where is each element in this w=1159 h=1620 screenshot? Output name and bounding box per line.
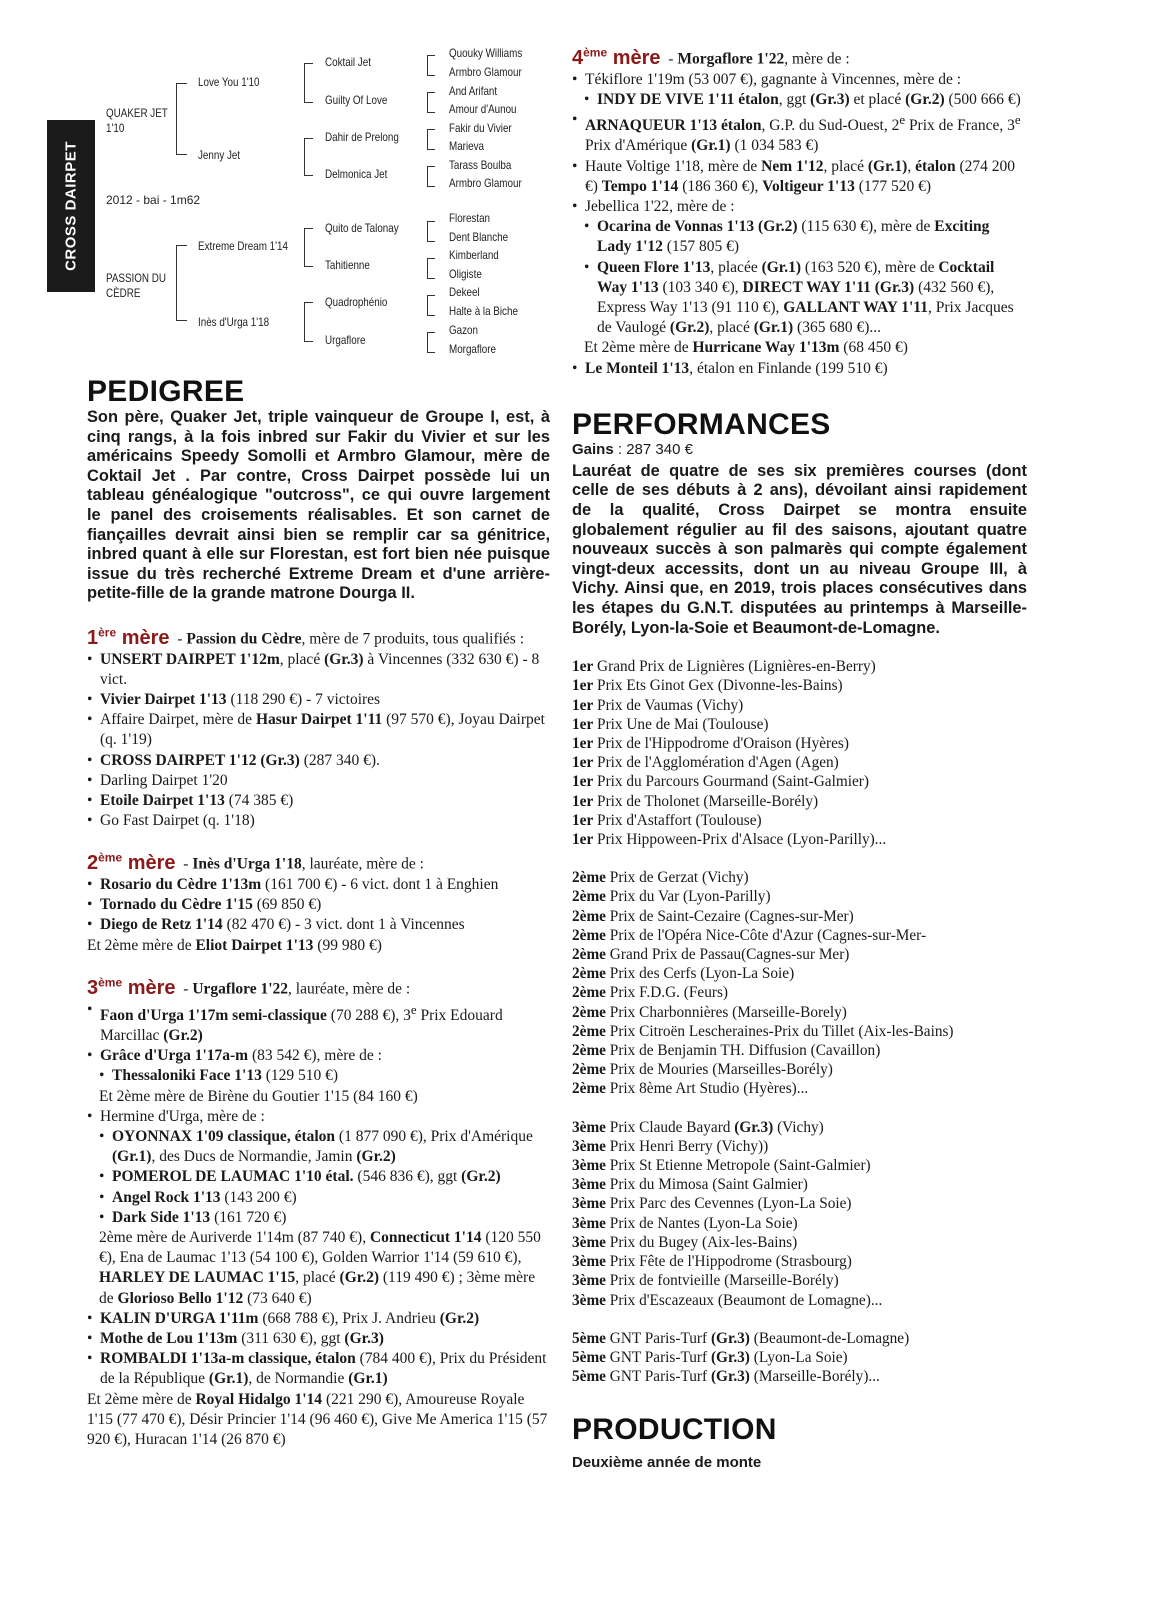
mere4-item: • INDY DE VIVE 1'11 étalon, ggt (Gr.3) et placé (Gr.2) (500 666 €) bbox=[584, 90, 1027, 110]
results-first bbox=[572, 657, 1027, 849]
mere4-item: • Jebellica 1'22, mère de : bbox=[572, 197, 1027, 217]
pedigree-gen4-16: Morgaflore bbox=[449, 342, 497, 356]
pedigree-gen3-2: Guilty Of Love bbox=[325, 93, 388, 107]
mere3-item: • POMEROL DE LAUMAC 1'10 étal. (546 836 €), ggt (Gr.2) bbox=[99, 1167, 550, 1187]
bracket-g3-7 bbox=[427, 295, 435, 316]
result-row: 1er Prix de l'Agglomération d'Agen (Agen) bbox=[572, 754, 839, 772]
bracket-g2-3 bbox=[304, 228, 313, 267]
mere1-list bbox=[87, 650, 550, 832]
mere4-item: • Tékiflore 1'19m (53 007 €), gagnante à Vincennes, mère de : bbox=[572, 70, 1027, 90]
pedigree-gen4-13: Dekeel bbox=[449, 285, 480, 299]
dam-name: PASSION DU bbox=[106, 271, 166, 285]
pedigree-gen2-1: Love You 1'10 bbox=[198, 75, 260, 89]
mere2-label: 2ème mère bbox=[87, 850, 176, 875]
bracket-g3-3 bbox=[427, 129, 435, 150]
mere3-item: • Mothe de Lou 1'13m (311 630 €), ggt (Gr.3) bbox=[87, 1329, 550, 1349]
result-row: 1er Prix d'Astaffort (Toulouse) bbox=[572, 811, 762, 829]
bracket-g3-6 bbox=[427, 258, 435, 279]
result-row: 1er Prix Une de Mai (Toulouse) bbox=[572, 715, 769, 733]
mere3-name: Urgaflore 1'22 bbox=[192, 980, 289, 998]
pedigree-gen4-4: Amour d'Aunou bbox=[449, 102, 517, 116]
mere4-rest: , mère de : bbox=[784, 50, 850, 68]
sire-name: QUAKER JET bbox=[106, 106, 168, 120]
mere3-item: • Grâce d'Urga 1'17a-m (83 542 €), mère de : bbox=[87, 1046, 550, 1066]
mere4-heading: 4ème mère - Morgaflore 1'22, mère de : bbox=[572, 45, 850, 69]
mere4-name: Morgaflore 1'22 bbox=[677, 50, 785, 68]
mere3-item: • Dark Side 1'13 (161 720 €) bbox=[99, 1208, 550, 1228]
mere3-item: • ROMBALDI 1'13a-m classique, étalon (784 400 €), Prix du Président de la République (Gr.1), de Normandie (Gr.1) bbox=[87, 1349, 550, 1389]
pedigree-gen4-3: And Arifant bbox=[449, 84, 498, 98]
result-row: 2ème Prix F.D.G. (Feurs) bbox=[572, 984, 728, 1002]
mere1-item: • Darling Dairpet 1'20 bbox=[87, 771, 550, 791]
result-row: 5ème GNT Paris-Turf (Gr.3) (Beaumont-de-Lomagne) bbox=[572, 1329, 910, 1347]
pedigree-gen4-2: Armbro Glamour bbox=[449, 65, 522, 79]
pedigree-gen4-8: Armbro Glamour bbox=[449, 176, 522, 190]
result-row: 2ème Prix 8ème Art Studio (Hyères)... bbox=[572, 1080, 809, 1098]
result-row: 2ème Prix de l'Opéra Nice-Côte d'Azur (Cagnes-sur-Mer- bbox=[572, 926, 927, 944]
sire-record: 1'10 bbox=[106, 121, 125, 135]
results-fifth bbox=[572, 1329, 1027, 1387]
result-row: 5ème GNT Paris-Turf (Gr.3) (Lyon-La Soie) bbox=[572, 1348, 848, 1366]
mere1-section bbox=[87, 622, 550, 831]
pedigree-gen4-15: Gazon bbox=[449, 323, 478, 337]
result-row: 5ème GNT Paris-Turf (Gr.3) (Marseille-Borély)... bbox=[572, 1368, 880, 1386]
bracket-g2-4 bbox=[304, 302, 313, 342]
result-row: 3ème Prix d'Escazeaux (Beaumont de Lomagne)... bbox=[572, 1291, 883, 1309]
mere1-name: Passion du Cèdre bbox=[186, 630, 302, 648]
pedigree-gen3-1: Coktail Jet bbox=[325, 55, 371, 69]
results-second bbox=[572, 868, 1027, 1098]
bracket-g2-2 bbox=[304, 138, 313, 176]
pedigree-gen3-5: Quito de Talonay bbox=[325, 221, 399, 235]
result-row: 1er Prix Hippoween-Prix d'Alsace (Lyon-Parilly)... bbox=[572, 831, 887, 849]
gains-line bbox=[572, 441, 1027, 458]
result-row: 2ème Prix de Benjamin TH. Diffusion (Cavaillon) bbox=[572, 1042, 881, 1060]
result-row: 3ème Prix du Bugey (Aix-les-Bains) bbox=[572, 1233, 798, 1251]
result-row: 2ème Prix de Gerzat (Vichy) bbox=[572, 869, 749, 887]
horse-name: CROSS DAIRPET bbox=[62, 141, 80, 271]
mere1-heading: 1ère mère - Passion du Cèdre, mère de 7 produits, tous qualifiés : bbox=[87, 624, 525, 649]
left-column bbox=[87, 376, 550, 1450]
mere2-name: Inès d'Urga 1'18 bbox=[192, 856, 302, 874]
bracket-g3-4 bbox=[427, 166, 435, 187]
bracket-g3-8 bbox=[427, 332, 435, 353]
dam-name-line2: CÈDRE bbox=[106, 286, 141, 300]
pedigree-title: PEDIGREE bbox=[87, 375, 245, 408]
mere3-item: Et 2ème mère de Royal Hidalgo 1'14 (221 290 €), Amoureuse Royale 1'15 (77 470 €), Désir Princier 1'14 (96 460 €), Give Me America 1'15 (57 920 €), Huracan 1'14 (26 870 €) bbox=[87, 1390, 548, 1448]
pedigree-chart bbox=[0, 0, 560, 380]
bracket-g2-1 bbox=[304, 63, 313, 103]
mere1-rest: , mère de 7 produits, tous qualifiés : bbox=[301, 630, 525, 648]
pedigree-gen3-8: Urgaflore bbox=[325, 333, 366, 347]
result-row: 3ème Prix Henri Berry (Vichy)) bbox=[572, 1137, 769, 1155]
right-column bbox=[572, 42, 1027, 1471]
result-row: 3ème Prix du Mimosa (Saint Galmier) bbox=[572, 1176, 808, 1194]
mere4-item: • Le Monteil 1'13, étalon en Finlande (199 510 €) bbox=[572, 359, 1027, 379]
mere1-item: • Affaire Dairpet, mère de Hasur Dairpet 1'11 (97 570 €), Joyau Dairpet (q. 1'19) bbox=[87, 710, 550, 750]
mere3-item: • OYONNAX 1'09 classique, étalon (1 877 090 €), Prix d'Amérique (Gr.1), des Ducs de Normandie, Jamin (Gr.2) bbox=[99, 1127, 550, 1167]
result-row: 2ème Prix Charbonnières (Marseille-Borely) bbox=[572, 1003, 847, 1021]
mere4-list bbox=[572, 70, 1027, 379]
mere1-item: • CROSS DAIRPET 1'12 (Gr.3) (287 340 €). bbox=[87, 751, 550, 771]
mere4-item: • Haute Voltige 1'18, mère de Nem 1'12, placé (Gr.1), étalon (274 200 €) Tempo 1'14 (186 360 €), Voltigeur 1'13 (177 520 €) bbox=[572, 157, 1027, 197]
mere2-item: • Tornado du Cèdre 1'15 (69 850 €) bbox=[87, 895, 550, 915]
pedigree-text: Son père, Quaker Jet, triple vainqueur de Groupe I, est, à cinq rangs, à la fois inbred sur Fakir du Vivier et sur les américains Speedy Somolli et Armbro Glamour, mère de Coktail Jet . Par contre, Cross Dairpet possède lui un tableau généalogique "outcross", ce qui ouvre largement le panel des croisements réalisables. Et son carnet de fiançailles devrait ainsi bien se remplir car sa génitrice, inbred quant à elle sur Florestan, est fort bien née puisque issue du très recherché Extreme Dream et d'une arrière-petite-fille de la grande matrone Dourga II. bbox=[87, 408, 550, 603]
result-row: 1er Prix du Parcours Gourmand (Saint-Galmier) bbox=[572, 773, 869, 791]
mere2-heading: 2ème mère - Inès d'Urga 1'18, lauréate, mère de : bbox=[87, 850, 424, 875]
bracket-sire bbox=[176, 83, 187, 155]
mere3-section bbox=[87, 972, 550, 1450]
result-row: 3ème Prix Parc des Cevennes (Lyon-La Soie) bbox=[572, 1195, 852, 1213]
mere4-item: • Ocarina de Vonnas 1'13 (Gr.2) (115 630 €), mère de Exciting Lady 1'12 (157 805 €) bbox=[584, 217, 1027, 257]
pedigree-gen3-7: Quadrophénio bbox=[325, 295, 388, 309]
pedigree-gen4-12: Oligiste bbox=[449, 267, 482, 281]
mere1-item: • Go Fast Dairpet (q. 1'18) bbox=[87, 811, 550, 831]
horse-info: 2012 - bai - 1m62 bbox=[106, 193, 201, 207]
mere3-item: • Hermine d'Urga, mère de : bbox=[87, 1107, 550, 1127]
result-row: 3ème Prix de Nantes (Lyon-La Soie) bbox=[572, 1214, 798, 1232]
performances-text: Lauréat de quatre de ses six premières courses (dont celle de ses débuts à 2 ans), dévoilant ainsi rapidement de la qualité, Cross Dairpet se montra ensuite globalement régulier au fil des saisons, ajoutant quatre nouveaux succès à son palmarès qui compte également vingt-deux accessits, dont un au niveau Groupe III, à Vichy. Ainsi que, en 2019, trois places consécutives dans les étapes du G.N.T. disputées au printemps à Marseille-Borély, Lyon-la-Soie et Beaumont-de-Lomagne. bbox=[572, 461, 1027, 637]
result-row: 2ème Prix de Mouries (Marseilles-Borély) bbox=[572, 1061, 833, 1079]
gains-value: : 287 340 € bbox=[613, 440, 693, 458]
mere2-list bbox=[87, 875, 550, 936]
result-row: 2ème Grand Prix de Passau(Cagnes-sur Mer) bbox=[572, 946, 850, 964]
result-row: 2ème Prix du Var (Lyon-Parilly) bbox=[572, 888, 771, 906]
pedigree-gen4-1: Quouky Williams bbox=[449, 46, 523, 60]
mere4-item: • Queen Flore 1'13, placée (Gr.1) (163 520 €), mère de Cocktail Way 1'13 (103 340 €), DIRECT WAY 1'11 (Gr.3) (432 560 €), Express Way 1'13 (91 110 €), GALLANT WAY 1'11, Prix Jacques de Vaulogé (Gr.2), placé (Gr.1) (365 680 €)... bbox=[584, 258, 1027, 339]
result-row: 1er Grand Prix de Lignières (Lignières-en-Berry) bbox=[572, 658, 876, 676]
mere3-item: • KALIN D'URGA 1'11m (668 788 €), Prix J. Andrieu (Gr.2) bbox=[87, 1309, 550, 1329]
mere4-item: • ARNAQUEUR 1'13 étalon, G.P. du Sud-Ouest, 2e Prix de France, 3e Prix d'Amérique (Gr.1) (1 034 583 €) bbox=[572, 110, 1027, 157]
pedigree-gen4-5: Fakir du Vivier bbox=[449, 121, 512, 135]
mere2-extra: Et 2ème mère de Eliot Dairpet 1'13 (99 980 €) bbox=[87, 936, 382, 954]
result-row: 1er Prix de Tholonet (Marseille-Borély) bbox=[572, 792, 819, 810]
mere1-item: • Vivier Dairpet 1'13 (118 290 €) - 7 victoires bbox=[87, 690, 550, 710]
result-row: 3ème Prix Claude Bayard (Gr.3) (Vichy) bbox=[572, 1118, 824, 1136]
mere3-item: • Faon d'Urga 1'17m semi-classique (70 288 €), 3e Prix Edouard Marcillac (Gr.2) bbox=[87, 1000, 550, 1047]
pedigree-gen4-7: Tarass Boulba bbox=[449, 158, 512, 172]
mere3-item: • Thessaloniki Face 1'13 (129 510 €) bbox=[99, 1066, 550, 1086]
production-subtitle: Deuxième année de monte bbox=[572, 1454, 762, 1472]
mere1-item: • Etoile Dairpet 1'13 (74 385 €) bbox=[87, 791, 550, 811]
mere4-item: Et 2ème mère de Hurricane Way 1'13m (68 450 €) bbox=[584, 339, 908, 357]
pedigree-gen3-4: Delmonica Jet bbox=[325, 167, 388, 181]
pedigree-gen4-6: Marieva bbox=[449, 139, 485, 153]
mere2-item: • Diego de Retz 1'14 (82 470 €) - 3 vict. dont 1 à Vincennes bbox=[87, 915, 550, 935]
pedigree-gen4-10: Dent Blanche bbox=[449, 230, 509, 244]
horse-name-banner bbox=[47, 120, 95, 292]
mere1-item: • UNSERT DAIRPET 1'12m, placé (Gr.3) à Vincennes (332 630 €) - 8 vict. bbox=[87, 650, 550, 690]
pedigree-gen3-3: Dahir de Prelong bbox=[325, 130, 399, 144]
result-row: 3ème Prix de fontvieille (Marseille-Borély) bbox=[572, 1272, 839, 1290]
pedigree-gen2-3: Extreme Dream 1'14 bbox=[198, 239, 288, 253]
mere2-rest: , lauréate, mère de : bbox=[301, 856, 424, 874]
mere3-item: 2ème mère de Auriverde 1'14m (87 740 €), Connecticut 1'14 (120 550 €), Ena de Laumac 1'13 (54 100 €), Golden Warrior 1'14 (59 610 €), HARLEY DE LAUMAC 1'15, placé (Gr.2) (119 490 €) ; 3ème mère de Glorioso Bello 1'12 (73 640 €) bbox=[99, 1228, 541, 1307]
results-third bbox=[572, 1118, 1027, 1310]
results-list bbox=[572, 657, 1027, 1386]
performances-title: PERFORMANCES bbox=[572, 407, 831, 441]
mere3-list bbox=[87, 1000, 550, 1451]
pedigree-gen4-11: Kimberland bbox=[449, 248, 499, 262]
bracket-g3-2 bbox=[427, 92, 435, 113]
production-title: PRODUCTION bbox=[572, 1413, 777, 1447]
mere3-label: 3ème mère bbox=[87, 974, 176, 999]
mere1-label: 1ère mère bbox=[87, 624, 170, 649]
result-row: 3ème Prix Fête de l'Hippodrome (Strasbourg) bbox=[572, 1253, 852, 1271]
result-row: 2ème Prix de Saint-Cezaire (Cagnes-sur-Mer) bbox=[572, 907, 854, 925]
pedigree-gen2-2: Jenny Jet bbox=[198, 148, 241, 162]
mere2-section bbox=[87, 847, 550, 955]
pedigree-gen3-6: Tahitienne bbox=[325, 258, 370, 272]
mere4-label: 4ème mère bbox=[572, 45, 661, 69]
pedigree-gen2-4: Inès d'Urga 1'18 bbox=[198, 315, 270, 329]
bracket-g3-1 bbox=[427, 55, 435, 76]
bracket-dam bbox=[176, 245, 187, 321]
result-row: 1er Prix Ets Ginot Gex (Divonne-les-Bains) bbox=[572, 677, 843, 695]
result-row: 1er Prix de Vaumas (Vichy) bbox=[572, 696, 744, 714]
mere3-heading: 3ème mère - Urgaflore 1'22, lauréate, mère de : bbox=[87, 974, 411, 999]
mere3-rest: , lauréate, mère de : bbox=[288, 980, 411, 998]
result-row: 2ème Prix des Cerfs (Lyon-La Soie) bbox=[572, 965, 795, 983]
mere2-extra-list bbox=[87, 936, 550, 956]
gains-label: Gains bbox=[572, 440, 614, 458]
bracket-g3-5 bbox=[427, 221, 435, 242]
result-row: 2ème Prix Citroën Lescheraines-Prix du Tillet (Aix-les-Bains) bbox=[572, 1022, 954, 1040]
result-row: 3ème Prix St Etienne Metropole (Saint-Galmier) bbox=[572, 1157, 871, 1175]
mere3-item: Et 2ème mère de Birène du Goutier 1'15 (84 160 €) bbox=[99, 1087, 418, 1105]
pedigree-gen4-14: Halte à la Biche bbox=[449, 304, 518, 318]
mere2-item: • Rosario du Cèdre 1'13m (161 700 €) - 6 vict. dont 1 à Enghien bbox=[87, 875, 550, 895]
result-row: 1er Prix de l'Hippodrome d'Oraison (Hyères) bbox=[572, 735, 849, 753]
pedigree-gen4-9: Florestan bbox=[449, 211, 491, 225]
mere3-item: • Angel Rock 1'13 (143 200 €) bbox=[99, 1188, 550, 1208]
